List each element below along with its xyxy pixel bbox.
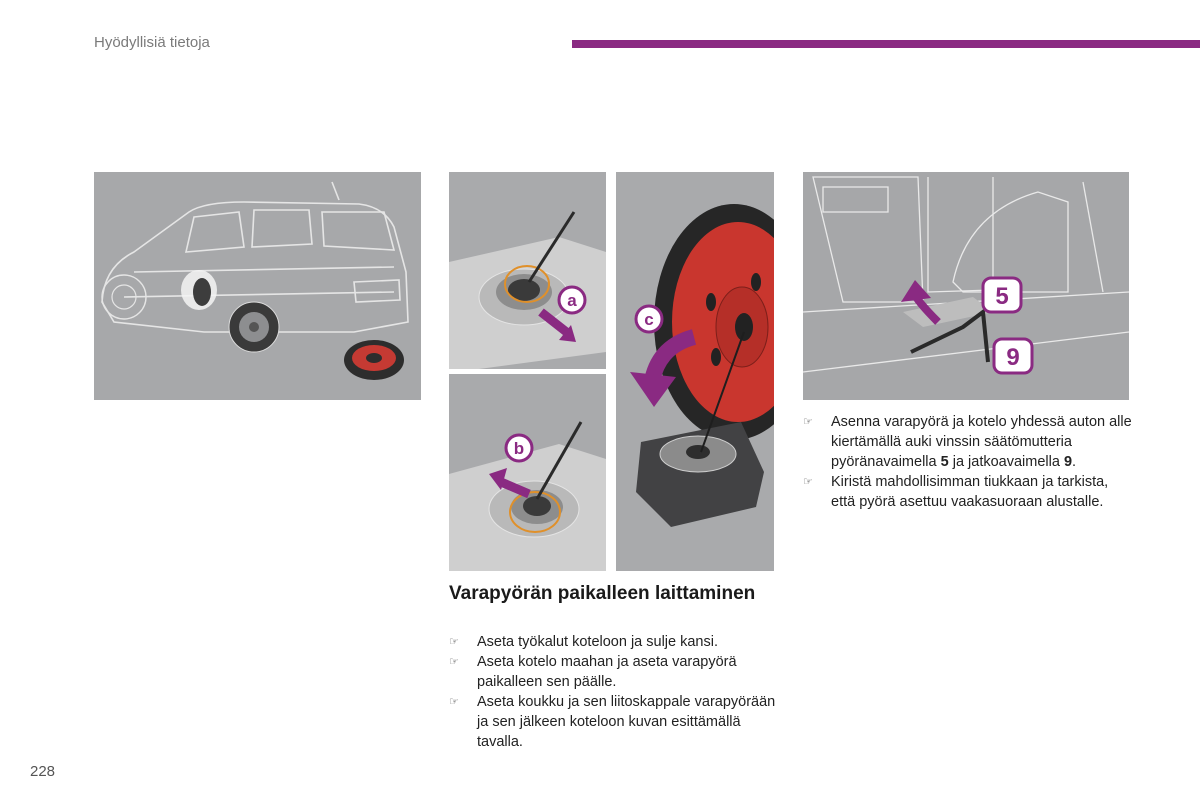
header-accent-bar [572, 40, 1200, 48]
badge-b [506, 435, 532, 461]
list-item [449, 632, 779, 652]
key-number-5: 5 [940, 454, 949, 470]
figure-step-a [449, 172, 606, 369]
step-text: Aseta kotelo maahan ja aseta varapyörä paikalleen sen päälle. [477, 654, 737, 690]
step-text: Asenna varapyörä ja kotelo yhdessä auton alle kiertämällä auki vinssin säätömutteria pyöränavaimella [831, 414, 1132, 470]
svg-text:a: a [567, 291, 577, 310]
list-item [803, 472, 1133, 512]
section-heading: Varapyörän paikalleen laittaminen [449, 583, 756, 604]
list-item [449, 692, 779, 752]
figure-winch-adjustment [803, 172, 1129, 400]
figure-step-c [616, 172, 774, 571]
page-number: 228 [30, 763, 56, 780]
svg-text:b: b [513, 439, 525, 458]
main-steps-list [449, 632, 779, 752]
step-text: . [1072, 454, 1077, 470]
key-number-9: 9 [1063, 454, 1073, 470]
svg-text:5: 5 [995, 283, 1009, 310]
badge-c [636, 306, 662, 332]
list-item [449, 652, 779, 692]
header-section-title: Hyödyllisiä tietoja [94, 34, 210, 51]
pointing-hand-icon: ☞ [449, 696, 459, 708]
list-item [803, 412, 1133, 472]
step-text: Aseta työkalut koteloon ja sulje kansi. [477, 634, 718, 650]
pointing-hand-icon: ☞ [449, 636, 459, 648]
step-text: Kiristä mahdollisimman tiukkaan ja tarkista, että pyörä asettuu vaakasuoraan alustalle. [831, 474, 1109, 510]
badge-a [559, 287, 585, 313]
pointing-hand-icon: ☞ [449, 656, 459, 668]
step-text: Aseta koukku ja sen liitoskappale varapyörään ja sen jälkeen koteloon kuvan esittämällä tavalla. [477, 694, 776, 750]
step-text: ja jatkoavaimella [948, 454, 1064, 470]
badge-5 [983, 278, 1021, 312]
svg-text:c: c [644, 310, 654, 329]
badge-9 [994, 339, 1032, 373]
right-steps-list [803, 412, 1133, 512]
pointing-hand-icon: ☞ [803, 416, 813, 428]
svg-text:9: 9 [1006, 344, 1020, 371]
figure-step-b [449, 374, 606, 571]
figure-car-illustration [94, 172, 421, 400]
pointing-hand-icon: ☞ [803, 476, 813, 488]
